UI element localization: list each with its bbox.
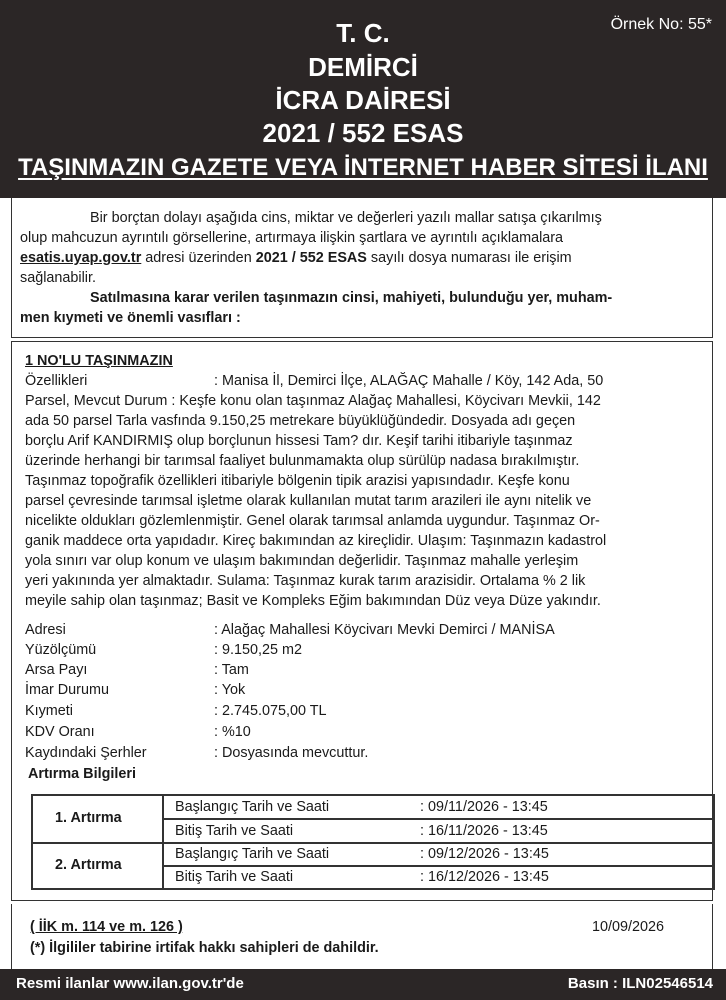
property-title: 1 NO'LU TAŞINMAZIN [25,353,173,369]
field-imar-value: : Yok [214,682,246,698]
auction-1-start-label: Başlangıç Tarih ve Saati [175,799,330,815]
field-kdv-key: KDV Oranı [25,724,95,740]
notice-header [0,0,726,198]
ozellik-line-10: yeri yakınında yer almaktadır. Sulama: Taşınmaz kurak tarım arazisidir. Ortalama % 2 lik [25,573,586,589]
field-adres-key: Adresi [25,622,66,638]
field-arsa-value: : Tam [214,662,249,678]
ozellik-line-5: Taşınmaz topoğrafik özellikleri itibariyle bölgenin tipik arazisi yapısındadır. Keşfe konu [25,473,570,489]
ozellik-line-7: nicelikte oldukları gözlemlenmiştir. Genel olarak tarımsal anlamda uygundur. Taşınmaz Or- [25,513,600,529]
auction-2-label-cell [32,843,163,889]
intro-line-3-mid: adresi üzerinden [141,250,256,266]
auction-1-label-cell [32,795,163,843]
intro-line-1: Bir borçtan dolayı aşağıda cins, miktar ve değerleri yazılı mallar satışa çıkarılmış [90,210,602,226]
intro-line-3 [20,248,572,268]
ozellik-line-0: : Manisa İl, Demirci İlçe, ALAĞAÇ Mahalle / Köy, 142 Ada, 50 [214,373,604,389]
field-serh-key: Kaydındaki Şerhler [25,745,147,761]
auction-table [31,794,715,890]
field-adres-value: : Alağaç Mahallesi Köycivarı Mevki Demirci / MANİSA [214,622,555,638]
auction-2-end-row [163,866,714,889]
intro-line-6: men kıymeti ve önemli vasıfları : [20,310,241,326]
ozellik-key: Özellikleri [25,373,88,389]
field-imar-key: İmar Durumu [25,682,109,698]
ozellik-line-9: yola sınırı var olup konum ve ulaşım bakımından değerlidir. Taşınmaz mahalle yerleşim [25,553,579,569]
auction-2-end-value: : 16/12/2026 - 13:45 [420,869,549,885]
ozellik-line-8: ganik maddece orta yapıdadır. Kireç bakımından az kireçlidir. Ulaşım: Taşınmazın kadastrol [25,533,607,549]
auction-2-start-label: Başlangıç Tarih ve Saati [175,846,330,862]
resmi-ilan-text: Resmi ilanlar www.ilan.gov.tr'de [16,975,244,992]
notice-date: 10/09/2026 [592,919,665,935]
header-case-number: 2021 / 552 ESAS [262,118,464,148]
law-reference: ( İİK m. 114 ve m. 126 ) [30,919,183,935]
field-kiymet-key: Kıymeti [25,703,73,719]
intro-line-5: Satılmasına karar verilen taşınmazın cinsi, mahiyeti, bulunduğu yer, muham- [90,290,613,306]
auction-1-end-row [163,819,714,843]
field-arsa-key: Arsa Payı [25,662,88,678]
ozellik-line-4: üzerinde herhangi bir tarımsal faaliyet bulunmamakta olup sürülüp nadasa bırakılmıştır. [25,453,580,469]
auction-1-end-label: Bitiş Tarih ve Saati [175,823,294,839]
field-yuzolcum-value: : 9.150,25 m2 [214,642,303,658]
intro-line-3-end: sayılı dosya numarası ile erişim [366,250,572,266]
footnote: (*) İlgililer tabirine irtifak hakkı sahipleri de dahildir. [30,940,379,956]
auction-2-end-label: Bitiş Tarih ve Saati [175,869,294,885]
intro-box [11,198,713,338]
intro-line-4: sağlanabilir. [20,270,97,286]
ozellik-line-1: Parsel, Mevcut Durum : Keşfe konu olan taşınmaz Alağaç Mahallesi, Köycivarı Mevkii, 142 [25,393,601,409]
header-office: İCRA DAİRESİ [275,85,451,115]
ozellik-line-3: borçlu Arif KANDIRMIŞ olup borçlunun hissesi Tam? dır. Keşif tarihi itibariyle taşınmaz [25,433,573,449]
artirma-title: Artırma Bilgileri [28,766,136,782]
ozellik-line-2: ada 50 parsel Tarla vasfında 9.150,25 metrekare büyüklüğündedir. Dosyada adı geçen [25,413,576,429]
basin-code: Basın : ILN02546514 [567,975,713,992]
auction-1-end-value: : 16/11/2026 - 13:45 [420,823,548,839]
auction-2-label: 2. Artırma [55,857,122,873]
field-yuzolcum-key: Yüzölçümü [25,642,97,658]
esatis-link[interactable]: esatis.uyap.gov.tr [20,250,142,266]
auction-1-start-value: : 09/11/2026 - 13:45 [420,799,548,815]
auction-2-start-value: : 09/12/2026 - 13:45 [420,846,549,862]
ozellik-line-6: parsel çevresinde tarımsal işletme olarak kullanılan mutat tarım arazileri ile aynı nitelik ve [25,493,592,509]
auction-1-label: 1. Artırma [55,810,122,826]
ozellik-line-11: meyile sahip olan taşınmaz; Basit ve Kompleks Eğim bakımından Düz veya Düze yakındır. [25,593,601,609]
field-kiymet-value: : 2.745.075,00 TL [214,703,327,719]
field-kdv-value: : %10 [214,724,251,740]
auction-2-start-row [163,843,714,866]
ornek-number: Örnek No: 55* [610,16,712,33]
header-tc: T. C. [336,18,390,48]
intro-line-2: olup mahcuzun ayrıntılı görsellerine, artırmaya ilişkin şartlara ve ayrıntılı açıklamalara [20,230,564,246]
bottom-bar [0,969,726,1000]
field-serh-value: : Dosyasında mevcuttur. [214,745,369,761]
header-city: DEMİRCİ [308,52,418,82]
auction-1-start-row [163,795,714,819]
header-notice-title [0,154,726,182]
intro-case-number: 2021 / 552 ESAS [255,250,367,266]
notice-title-text: TAŞINMAZIN GAZETE VEYA İNTERNET HABER SİTESİ İLANI [18,154,708,181]
